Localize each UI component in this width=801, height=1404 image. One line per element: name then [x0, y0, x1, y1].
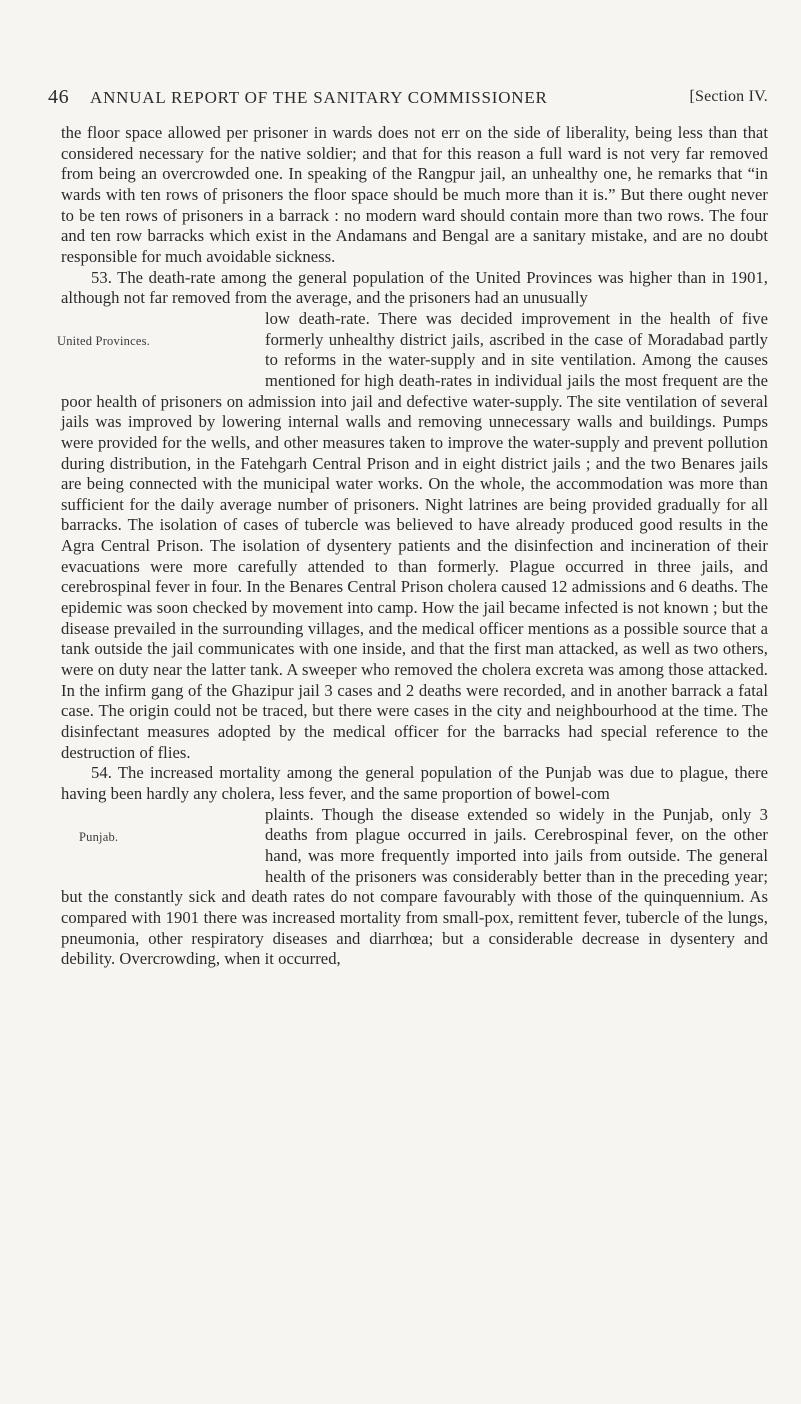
- paragraph-floor-space: the floor space allowed per prisoner in wards does not err on the side of liberality, being less than that considered necessary for the native soldier; and that for this reason a full ward is not very far removed from being an overcrowded one. In speaking of the Rangpur jail, an unhealthy one, he remarks that “in wards with ten rows of prisoners the floor space should be much more than it is.” But there ought never to be ten rows of prisoners in a barrack : no modern ward should contain more than two rows. The four and ten row barracks which exist in the Andamans and Bengal are a sanitary mistake, and are no doubt responsible for much avoidable sickness.: [61, 123, 768, 266]
- paragraph-54-rest: plaints. Though the disease extended so widely in the Punjab, only 3 deaths from plague occurred in jails. Cerebrospinal fever, on the other hand, was more frequently imported into jails from outside. The general health of the prisoners was considerably better than in the preceding year; but the constantly sick and death rates do not compare favourably with those of the quinquennium. As compared with 1901 there was increased mortality from small-pox, remittent fever, tubercle of the lungs, pneumonia, other respiratory diseases and diarrhœa; but a considerable decrease in dysentery and debility. Overcrowding, when it occurred,: [61, 804, 768, 969]
- paragraph-53-lead: [61, 268, 768, 309]
- section-label: [Section IV.: [689, 88, 768, 105]
- body-text: [57, 123, 768, 970]
- running-header: [48, 86, 768, 110]
- paragraph-53-rest: low death-rate. There was decided improvement in the health of five formerly unhealthy district jails, ascribed in the case of Moradabad partly to reforms in the water-supply and in site ventilation. Among the causes mentioned for high death-rates in individual jails the most frequent are the poor health of prisoners on admission into jail and defective water-supply. The site ventilation of several jails was improved by lowering internal walls and removing unnecessary walls and buildings. Pumps were provided for the wells, and other measures taken to improve the water-supply and prevent pollution during distribution, in the Fatehgarh Central Prison and in eight district jails ; and the two Benares jails are being connected with the municipal water works. On the whole, the accommodation was more than sufficient for the daily average number of prisoners. Night latrines are being provided gradually for all barracks. The isolation of cases of tubercle was believed to have already produced good results in the Agra Central Prison. The isolation of dysentery patients and the disinfection and incineration of their evacuations were more carefully attended to than formerly. Plague occurred in three jails, and cerebrospinal fever in four. In the Benares Central Prison cholera caused 12 admissions and 6 deaths. The epidemic was soon checked by movement into camp. How the jail became infected is not known ; but the disease prevailed in the surrounding villages, and the medical officer mentions as a possible source that a tank outside the jail communicates with one inside, and that the first man attacked, as well as two others, were on duty near the latter tank. A sweeper who removed the cholera excreta was among those attacked. In the infirm gang of the Ghazipur jail 3 cases and 2 deaths were recorded, and in another barrack a fatal case. The origin could not be traced, but there were cases in the city and neighbourhood at the time. The disinfectant measures adopted by the medical officer for the barracks had special reference to the destruction of flies.: [61, 308, 768, 762]
- paragraph-54-lead-text: 54. The increased mortality among the general population of the Punjab was due to plague, there having been hardly any cholera, less fever, and the same proportion of bowel-com: [61, 763, 768, 803]
- sidenote-united-provinces: [57, 309, 257, 371]
- sidenote-punjab-text: Punjab.: [79, 829, 119, 844]
- report-title: ANNUAL REPORT OF THE SANITARY COMMISSIONER: [90, 88, 548, 107]
- page-number: 46: [48, 86, 70, 108]
- sidenote-punjab: [57, 805, 257, 867]
- paragraph-53-lead-text: 53. The death-rate among the general population of the United Provinces was higher than in 1901, although not far removed from the average, and the prisoners had an unusually: [61, 267, 768, 308]
- paragraph-54-lead: [61, 763, 768, 804]
- sidenote-united-provinces-text: United Provinces.: [57, 333, 150, 348]
